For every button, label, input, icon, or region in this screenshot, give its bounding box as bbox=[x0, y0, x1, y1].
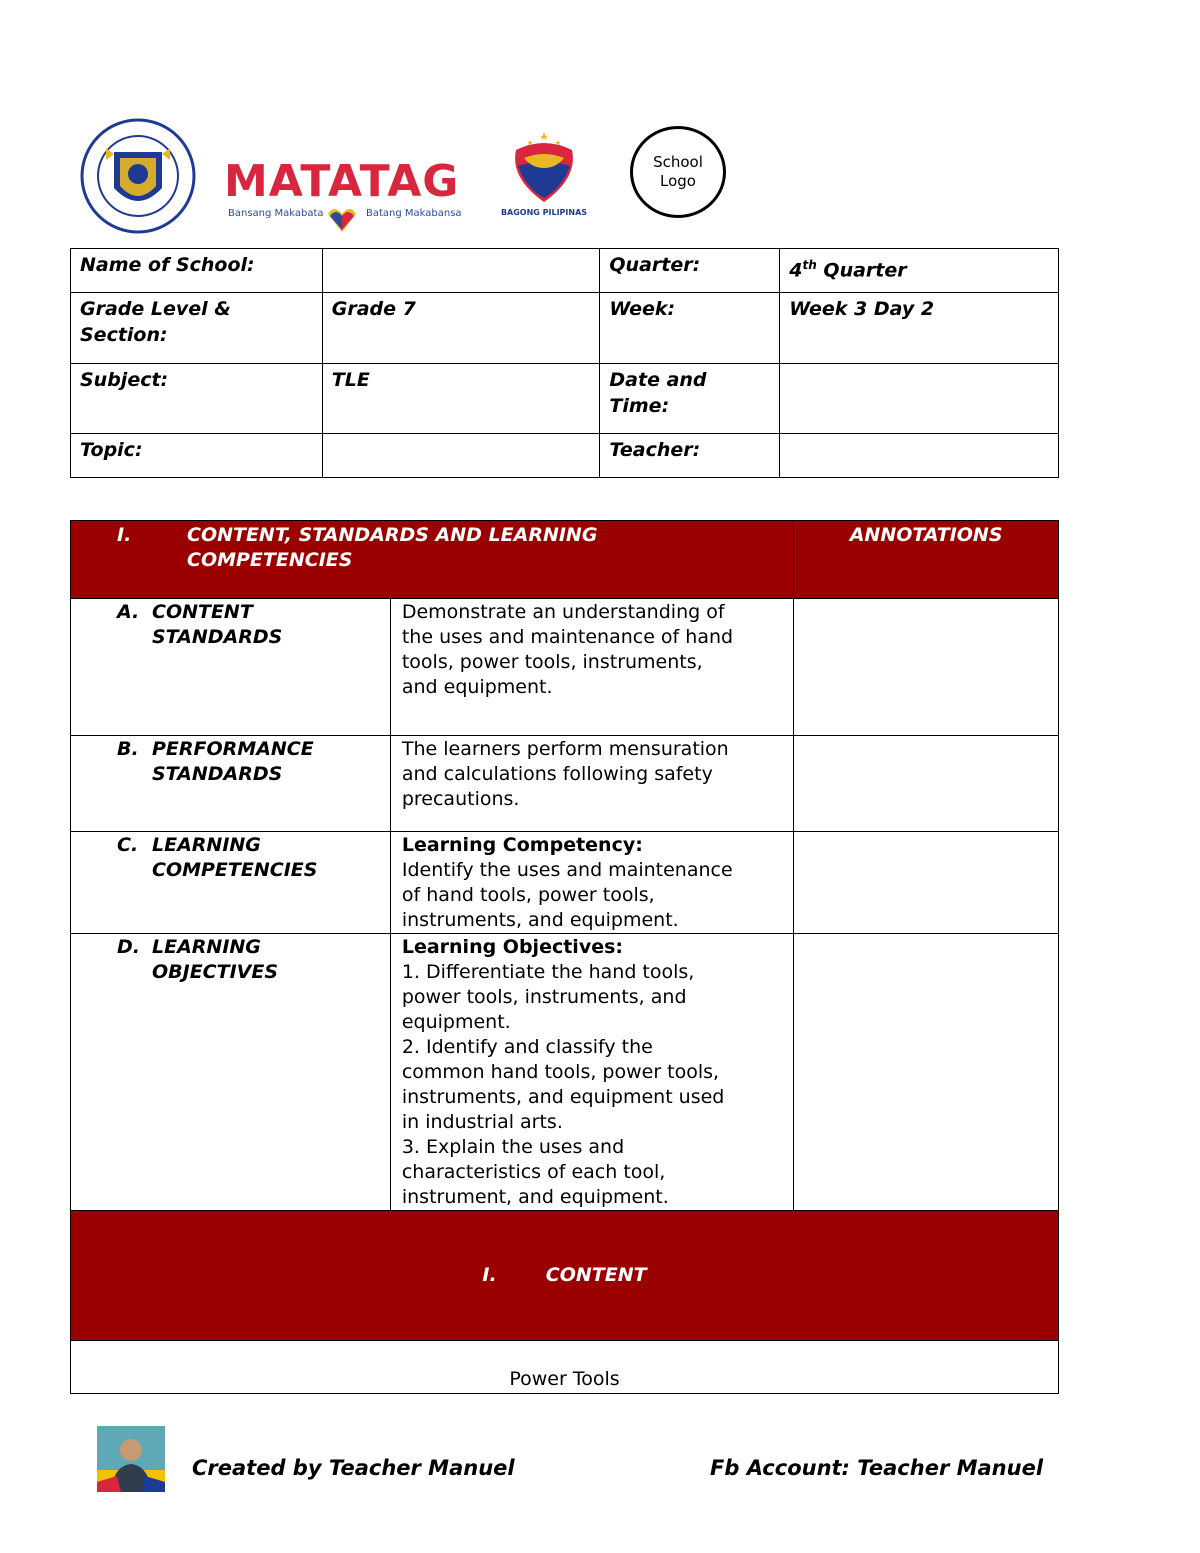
learning-objectives-annotation bbox=[794, 934, 1059, 1211]
text-line: 2. Identify and classify the bbox=[401, 1036, 653, 1058]
grade-value: Grade 7 bbox=[322, 293, 600, 364]
content-standards-annotation bbox=[794, 599, 1059, 736]
competency-heading: Learning Competency: bbox=[401, 834, 643, 856]
section1-header-row bbox=[71, 521, 1059, 599]
heart-hands-icon bbox=[324, 200, 360, 236]
section2-header-row bbox=[71, 1211, 1059, 1341]
text-line: in industrial arts. bbox=[401, 1111, 563, 1133]
matatag-wordmark: MATATAG bbox=[224, 156, 460, 207]
section2-title-cell bbox=[71, 1211, 1059, 1341]
row-label-line2: COMPETENCIES bbox=[152, 859, 318, 881]
text-line: common hand tools, power tools, bbox=[401, 1061, 720, 1083]
row-label-line1: LEARNING bbox=[152, 834, 261, 856]
text-line: equipment. bbox=[401, 1011, 511, 1033]
footer-created-by: Created by Teacher Manuel bbox=[192, 1456, 515, 1480]
week-value: Week 3 Day 2 bbox=[780, 293, 1059, 364]
section1-title bbox=[117, 523, 793, 573]
matatag-tagline-left: Bansang Makabata bbox=[228, 208, 324, 219]
matatag-tagline-right: Batang Makabansa bbox=[366, 208, 462, 219]
content-value: Power Tools bbox=[71, 1341, 1059, 1394]
text-line: Demonstrate an understanding of bbox=[401, 601, 725, 623]
footer-fb-account: Fb Account: Teacher Manuel bbox=[710, 1456, 1044, 1480]
date-label-line1: Date and bbox=[609, 369, 707, 391]
deped-seal-logo bbox=[80, 118, 196, 234]
row-letter: A. bbox=[117, 601, 140, 623]
teacher-label: Teacher: bbox=[600, 434, 780, 478]
text-line: and equipment. bbox=[401, 676, 553, 698]
subject-value: TLE bbox=[322, 364, 600, 434]
row-letter: C. bbox=[117, 834, 139, 856]
school-logo-line1: School bbox=[653, 153, 703, 171]
row-label-line2: OBJECTIVES bbox=[152, 961, 279, 983]
quarter-value bbox=[780, 249, 1059, 293]
row-label-line1: LEARNING bbox=[152, 936, 261, 958]
section2-numeral: I. bbox=[482, 1264, 497, 1286]
topic-label: Topic: bbox=[71, 434, 323, 478]
text-line: characteristics of each tool, bbox=[401, 1161, 666, 1183]
quarter-label: Quarter: bbox=[600, 249, 780, 293]
content-standards-label bbox=[71, 599, 391, 736]
text-line: Identify the uses and maintenance bbox=[401, 859, 733, 881]
bagong-pilipinas-logo bbox=[496, 128, 592, 220]
performance-standards-row bbox=[71, 736, 1059, 832]
row-label-line1: PERFORMANCE bbox=[152, 738, 314, 760]
lesson-info-table bbox=[70, 248, 1059, 478]
content-value-row bbox=[71, 1341, 1059, 1394]
teacher-value bbox=[780, 434, 1059, 478]
date-label-line2: Time: bbox=[609, 395, 670, 417]
row-letter: B. bbox=[117, 738, 139, 760]
topic-value bbox=[322, 434, 600, 478]
date-label bbox=[600, 364, 780, 434]
grade-label-line1: Grade Level & bbox=[80, 298, 231, 320]
row-letter: D. bbox=[117, 936, 140, 958]
performance-standards-annotation bbox=[794, 736, 1059, 832]
row-label-line1: CONTENT bbox=[152, 601, 253, 623]
grade-label bbox=[71, 293, 323, 364]
school-value bbox=[322, 249, 600, 293]
text-line: and calculations following safety bbox=[401, 763, 713, 785]
matatag-logo bbox=[224, 158, 464, 236]
learning-competencies-text bbox=[390, 832, 793, 934]
text-line: The learners perform mensuration bbox=[401, 738, 729, 760]
text-line: precautions. bbox=[401, 788, 520, 810]
section1-title-line1: CONTENT, STANDARDS AND LEARNING bbox=[187, 524, 598, 546]
text-line: power tools, instruments, and bbox=[401, 986, 687, 1008]
grade-label-line2: Section: bbox=[80, 324, 168, 346]
content-standards-text bbox=[390, 599, 793, 736]
row-label-line2: STANDARDS bbox=[152, 763, 283, 785]
section1-title-cell bbox=[71, 521, 794, 599]
row-label-line2: STANDARDS bbox=[152, 626, 283, 648]
text-line: instrument, and equipment. bbox=[401, 1186, 669, 1208]
learning-objectives-label bbox=[71, 934, 391, 1211]
section1-numeral: I. bbox=[117, 524, 132, 546]
sun-star-icon bbox=[496, 128, 592, 208]
text-line: 3. Explain the uses and bbox=[401, 1136, 625, 1158]
quarter-number: 4 bbox=[789, 259, 803, 282]
week-label: Week: bbox=[600, 293, 780, 364]
learning-objectives-row bbox=[71, 934, 1059, 1211]
school-logo-line2: Logo bbox=[660, 172, 696, 190]
subject-label: Subject: bbox=[71, 364, 323, 434]
text-line: 1. Differentiate the hand tools, bbox=[401, 961, 695, 983]
learning-competencies-row bbox=[71, 832, 1059, 934]
school-logo-placeholder bbox=[630, 126, 726, 218]
section2-title: CONTENT bbox=[545, 1264, 647, 1286]
school-label: Name of School: bbox=[71, 249, 323, 293]
objectives-heading: Learning Objectives: bbox=[401, 936, 623, 958]
performance-standards-text bbox=[390, 736, 793, 832]
quarter-text: Quarter bbox=[816, 259, 907, 282]
learning-competencies-annotation bbox=[794, 832, 1059, 934]
text-line: instruments, and equipment used bbox=[401, 1086, 725, 1108]
content-standards-row bbox=[71, 599, 1059, 736]
teacher-photo bbox=[97, 1426, 165, 1492]
learning-competencies-label bbox=[71, 832, 391, 934]
quarter-suffix: th bbox=[802, 258, 817, 272]
learning-objectives-text bbox=[390, 934, 793, 1211]
text-line: of hand tools, power tools, bbox=[401, 884, 655, 906]
text-line: instruments, and equipment. bbox=[401, 909, 679, 931]
section1-title-line2: COMPETENCIES bbox=[187, 549, 353, 571]
text-line: tools, power tools, instruments, bbox=[401, 651, 703, 673]
content-standards-table bbox=[70, 520, 1059, 1394]
performance-standards-label bbox=[71, 736, 391, 832]
text-line: the uses and maintenance of hand bbox=[401, 626, 734, 648]
annotations-header: ANNOTATIONS bbox=[794, 521, 1059, 599]
date-value bbox=[780, 364, 1059, 434]
bagong-pilipinas-text: BAGONG PILIPINAS bbox=[500, 208, 588, 217]
